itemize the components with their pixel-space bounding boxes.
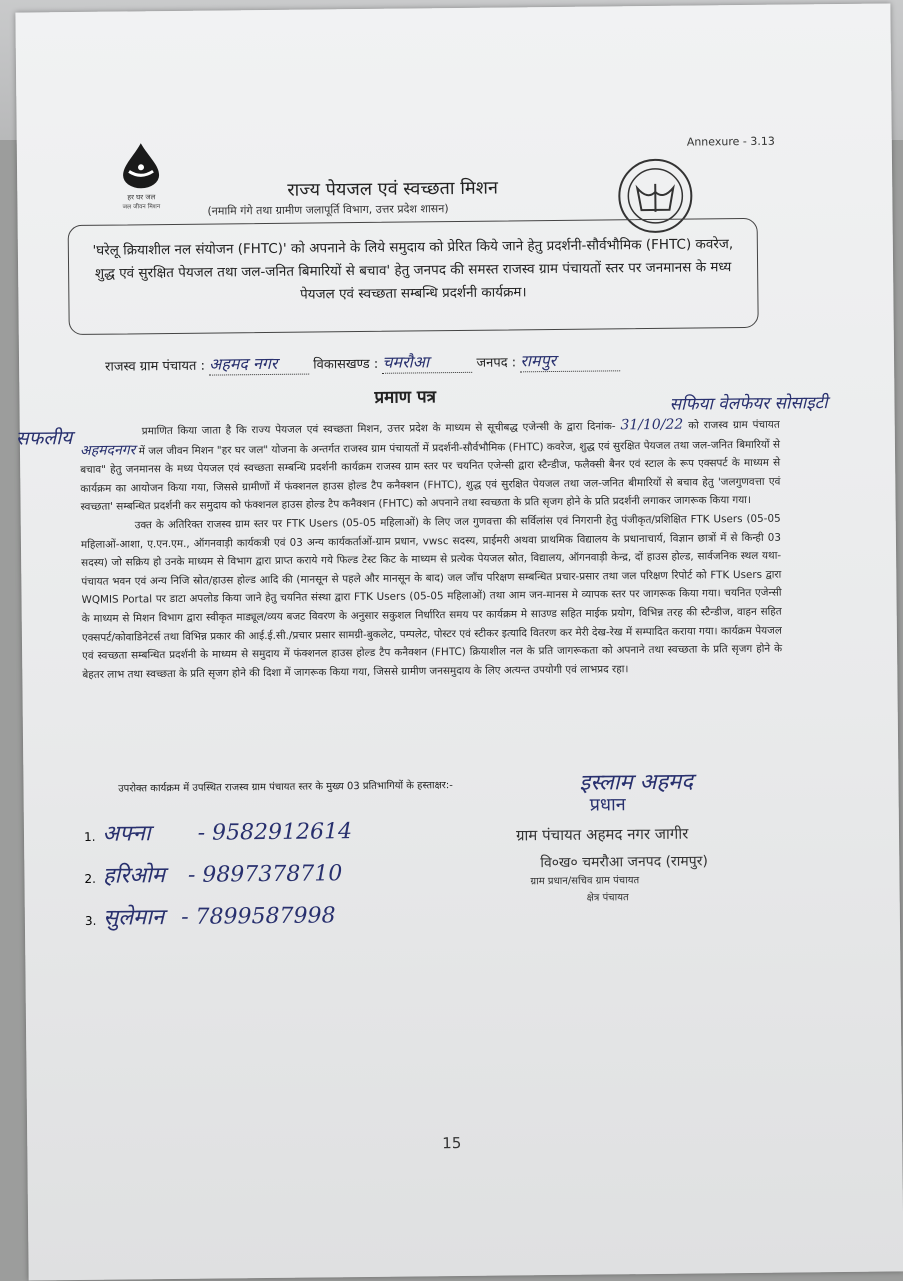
- date-handwritten: 31/10/22: [620, 416, 684, 434]
- block-label: विकासखण्ड :: [313, 356, 379, 373]
- participant-phone: - 9897378710: [187, 861, 343, 888]
- participant-phone: - 7899587998: [181, 903, 336, 930]
- paragraph-2: उक्त के अतिरिक्त राजस्व ग्राम स्तर पर FTK Users (05-05 महिलाओं) के लिए जल गुणवत्ता की सर्विलांस एवं निगरानी हेतु पंजीकृत/प्रशिक्षित FTK Users (05-05 महिलाओं-आशा, ए.एन.एम., ऑगनवाड़ी कार्यकत्री एवं 03 अन्य कार्यकर्ताओं-ग्राम प्रधान, vwsc सदस्य, प्राईमरी अथवा प्राथमिक विद्यालय के प्रधानाचार्य, विज्ञान छात्रों में से किन्ही 03 सदस्य) जो सक्रिय हो उनके माध्यम से विभाग द्वारा प्राप्त कराये गये फिल्ड टेस्ट किट के माध्यम से प्रत्येक पेयजल स्रोत, विद्यालय, ऑगनवाड़ी केन्द्र, दों हाउस होल्ड, सार्वजनिक स्थल यथा-पंचायत भवन एवं अन्य निजि स्रोत/हाउस होल्ड आदि की (मानसून से पहले और मानसून के बाद) जल जाँच परिक्षण सम्बन्धित प्रचार-प्रसार तथा जल परिक्षण रिपोर्ट को FTK Users द्वारा WQMIS Portal पर डाटा अपलोड किया जाने हेतु चयनित संस्था द्वारा FTK Users (05-05 महिलाओं) तथा आम जन-मानस मे व्यापक स्तर पर जागरूक किया गया। चयनित एजेन्सी के माध्यम से मिशन विभाग द्वारा स्वीकृत माड्यूल/व्यय बजट विवरण के अनुसार सकुशल निर्धारित समय पर कार्यक्रम मे साउण्ड सहित माईक प्रयोग, विभिन्न तरह की स्टैन्डीज, वाहन सहित एक्सपर्ट/कोवाडिनेटर्स तथा विभिन्न प्रकार की आई.ई.सी./प्रचार प्रसार सामग्री-बुकलेट, पम्पलेट, पोस्टर एवं स्टीकर इत्यादि वितरण कर मेरी देख-रेख में सम्पादित कराया गया। कार्यक्रम पेयजल एवं स्वच्छता सम्बन्धित प्रदर्शनी के माध्यम से समुदाय में फंक्शनल हाउस होल्ड टैप कनैक्शन (FHTC) क्रियाशील नल के प्रति जागरूकता को अपनाने तथा स्वच्छता के प्रति सृजग होने के बेहतर लाभ तथा स्वच्छता के प्रति सृजग होने की दिशा में जागरूक किया गया, जिससे ग्रामीण जनसमुदाय के लिए अत्यन्त उपयोगी एवं लाभप्रद रहा।: [80, 512, 783, 681]
- participant-name: सुलेमान: [103, 905, 165, 931]
- participant-phone: - 9582912614: [197, 819, 353, 846]
- participant-signatures: [84, 809, 353, 932]
- para1-text-a: प्रमाणित किया जाता है कि राज्य पेयजल एवं स्वच्छता मिशन, उत्तर प्रदेश के माध्यम से सूचीबद्ध एजेन्सी: [141, 421, 550, 438]
- para1-text-d: में जल जीवन मिशन "हर घर जल" योजना के अन्तर्गत राजस्व ग्राम पंचायतों में प्रदर्शनी-सौर्वभौमिक (FHTC) कवरेज, शुद्ध एवं सुरक्षित पेयजल तथा जल-जनित बिमारियों से बचाव" हेतु जनमानस के मध्य पेयजल एवं स्वच्छता सम्बन्धि प्रदर्शनी कार्यक्रम राजस्व ग्राम स्तर पर चयनित एजेन्सी द्वारा स्टैन्डीज, फलैक्सी बैनर एवं स्टाल के रूप एक्सपर्ट के माध्यम से कार्यक्रम का आयोजन किया गया, जिससे ग्रामीणों में फंक्शनल हाउस होल्ड टैप कनैक्शन (FHTC), शुद्ध एवं सुरक्षित पेयजल तथा जल-जनित बीमारियों से बचाव हेतु 'जलगुणवत्ता एवं स्वच्छता' सम्बन्धित प्रदर्शनी कर समुदाय को फंक्शनल हाउस होल्ड टैप कनैक्शन (FHTC) को अपनाने तथा स्वच्छता के प्रति सृजग होने के प्रति प्रदर्शनी लगाकर जागरूक किया गया।: [80, 438, 781, 514]
- participant-num: 3.: [84, 913, 97, 928]
- agency-name-handwritten: सफिया वेलफेयर सोसाइटी: [669, 393, 828, 415]
- stamp-line-1: ग्राम पंचायत अहमद नगर जागीर: [515, 824, 689, 845]
- participants-caption: उपरोक्त कार्यक्रम में उपस्थित राजस्व ग्राम पंचायत स्तर के मुख्य 03 प्रतिभागियों के हस्ताक्षर:-: [118, 780, 453, 795]
- panchayat-handwritten: अहमदनगर: [79, 441, 136, 459]
- participant-num: 2.: [84, 871, 96, 886]
- panchayat-field-row: [105, 348, 620, 376]
- signatory-line-2: क्षेत्र पंचायत: [586, 892, 629, 904]
- district-value: रामपुर: [520, 348, 620, 372]
- page-subtitle: (नमामि गंगे तथा ग्रामीण जलापूर्ति विभाग, उत्तर प्रदेश शासन): [207, 202, 449, 218]
- para1-text-c: को राजस्व ग्राम पंचायत: [688, 418, 780, 432]
- participant-num: 1.: [83, 829, 96, 844]
- participant-row: [85, 899, 353, 932]
- gp-value: अहमद नगर: [209, 352, 309, 376]
- para1-text-b: के द्वारा दिनांक-: [553, 420, 616, 433]
- page-number: 15: [442, 1134, 462, 1153]
- paragraph-1: [80, 415, 781, 517]
- certificate-heading: प्रमाण पत्र: [374, 387, 437, 408]
- stamp-line-2: वि०ख० चमरौआ जनपद (रामपुर): [540, 853, 708, 872]
- margin-note: सफलीय: [15, 427, 73, 450]
- participant-name: हरिओम: [102, 863, 166, 889]
- certificate-body: [80, 415, 783, 685]
- annexure-label: Annexure - 3.13: [686, 134, 775, 149]
- district-label: जनपद :: [476, 355, 517, 371]
- block-value: चमरौआ: [382, 350, 472, 374]
- page-title: राज्य पेयजल एवं स्वच्छता मिशन: [287, 177, 499, 201]
- water-drop-icon: [115, 141, 167, 190]
- participant-row: [84, 857, 352, 890]
- participant-row: [84, 815, 352, 848]
- logo-caption: हर घर जल: [127, 193, 156, 202]
- logo-subcaption: जल जीवन मिशन: [122, 203, 161, 211]
- har-ghar-jal-logo: [115, 141, 168, 212]
- participant-name: अफ्ना: [102, 821, 151, 847]
- signatory-line-1: ग्राम प्रधान/सचिव ग्राम पंचायत: [530, 875, 640, 888]
- program-title-box: 'घरेलू क्रियाशील नल संयोजन (FHTC)' को अपनाने के लिये समुदाय को प्रेरित किये जाने हेतु प्रदर्शनी-सौर्वभौमिक (FHTC) कवरेज, शुद्ध एवं सुरक्षित पेयजल तथा जल-जनित बिमारियों से बचाव' हेतु जनपद की समस्त राजस्व ग्राम पंचायतों स्तर पर जनमानस के मध्य पेयजल एवं स्वच्छता सम्बन्धि प्रदर्शनी कार्यक्रम।: [68, 218, 759, 335]
- document-page: [15, 3, 903, 1280]
- pradhan-signature: इस्लाम अहमद: [579, 769, 694, 796]
- pradhan-label: प्रधान: [589, 794, 626, 816]
- gp-label: राजस्व ग्राम पंचायत :: [105, 358, 206, 375]
